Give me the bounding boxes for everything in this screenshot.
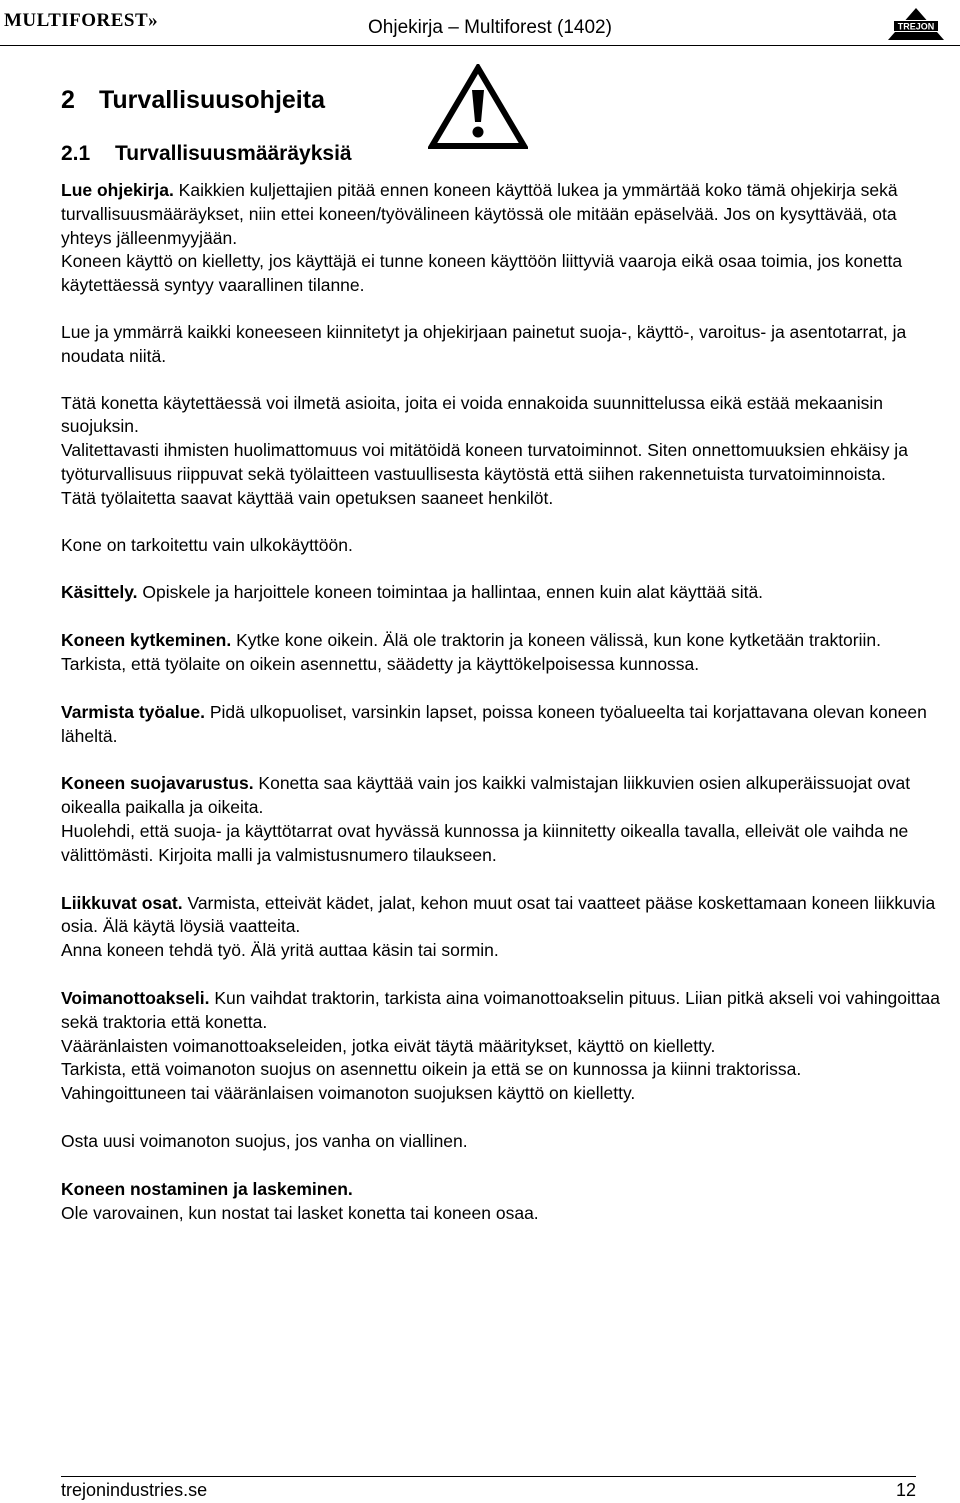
multiforest-logo: MULTIFOREST» — [4, 10, 159, 31]
paragraph-lead: Voimanottoakseli. — [61, 987, 210, 1008]
page-header — [0, 0, 960, 46]
paragraph-text: Kaikkien kuljettajien pitää ennen koneen käyttöä lukea ja ymmärtää koko tämä ohjekirja sekä turvallisuusmääräykset, niin ettei koneen/työvälineen käytössä ole mitään epäselvää. Jos on kysyttävää, ota yhteys jälleenmyyjään. — [61, 180, 898, 248]
paragraph-text: Kytke kone oikein. Älä ole traktorin ja koneen välissä, kun kone kytketään traktoriin. — [231, 630, 881, 651]
paragraph-text: Tarkista, että työlaite on oikein asennettu, säädetty ja käyttökelpoisessa kunnossa. — [61, 653, 700, 674]
paragraph-read-manual — [61, 179, 941, 250]
paragraph-text: Varmista, etteivät kädet, jalat, kehon muut osat tai vaatteet pääse koskettamaan koneen liikkuvia osia. Älä käytä löysiä vaatteita. — [61, 892, 936, 937]
document-title: Ohjekirja – Multiforest (1402) — [368, 17, 612, 38]
paragraph-text: Pidä ulkopuoliset, varsinkin lapset, poissa koneen työalueelta tai korjattavana olevan koneen läheltä. — [61, 701, 927, 746]
paragraph-pto-shaft — [61, 987, 941, 1035]
trejon-logo — [886, 6, 946, 42]
subsection-heading — [61, 142, 352, 166]
paragraph-moving-parts — [61, 892, 941, 940]
paragraph-text: Koneen käyttö on kielletty, jos käyttäjä ei tunne koneen käyttöön liittyviä vaaroja eikä osaa toimia, jos konetta käytettäessä syntyy vaarallinen tilanne. — [61, 251, 903, 296]
paragraph-lifting: Koneen nostaminen ja laskeminen. — [61, 1178, 353, 1199]
paragraph-guards — [61, 772, 941, 820]
paragraph-text: Konetta saa käyttää vain jos kaikki valmistajan liikkuvien osien alkuperäissuojat ovat oikealla paikalla ja oikeita. — [61, 773, 911, 818]
paragraph-lead: Koneen suojavarustus. — [61, 773, 254, 794]
paragraph-lead: Käsittely. — [61, 582, 138, 603]
paragraph-lead: Lue ohjekirja. — [61, 180, 174, 200]
header-divider — [0, 45, 960, 46]
warning-triangle-icon — [428, 64, 528, 150]
paragraph-text: Anna koneen tehdä työ. Älä yritä auttaa käsin tai sormin. — [61, 940, 499, 961]
paragraph-text: Opiskele ja harjoittele koneen toimintaa ja hallintaa, ennen kuin alat käyttää sitä. — [137, 582, 764, 603]
document-body — [61, 179, 941, 1225]
paragraph-text: Vääränlaisten voimanottoakseleiden, jotka eivät täytä määritykset, käyttö on kielletty. — [61, 1035, 716, 1056]
subsection-title: Turvallisuusmääräyksiä — [115, 142, 352, 165]
paragraph-coupling — [61, 629, 941, 653]
paragraph-work-area — [61, 701, 941, 749]
paragraph-lead: Koneen kytkeminen. — [61, 630, 232, 651]
section-number: 2 — [61, 86, 75, 114]
paragraph-lead: Varmista työalue. — [61, 701, 205, 722]
footer-website: trejonindustries.se — [61, 1480, 208, 1500]
footer-divider — [61, 1476, 916, 1477]
subsection-number: 2.1 — [61, 142, 91, 165]
paragraph-text: Huolehdi, että suoja- ja käyttötarrat ovat hyvässä kunnossa ja kiinnitetty oikealla tavalla, elleivät ole vaihda ne välittömästi. Kirjoita malli ja valmistusnumero tilaukseen. — [61, 820, 909, 865]
section-title: Turvallisuusohjeita — [99, 86, 325, 114]
paragraph-new-guard: Osta uusi voimanoton suojus, jos vanha on viallinen. — [61, 1130, 468, 1151]
paragraph-text: Kun vaihdat traktorin, tarkista aina voimanottoakselin pituus. Liian pitkä akseli voi vahingoittaa sekä traktoria että konetta. — [61, 987, 941, 1032]
paragraph-text: Valitettavasti ihmisten huolimattomuus voi mitätöidä koneen turvatoiminnot. Siten onnettomuuksien ehkäisy ja työturvallisuus riippuvat sekä työlaitteen vastuullisesta käytöstä että siihen rakennetuista turvatoiminnoista. — [61, 440, 908, 484]
paragraph-stickers: Lue ja ymmärrä kaikki koneeseen kiinnitetyt ja ohjekirjaan painetut suoja-, käyttö-, varoitus- ja asentotarrat, ja noudata niitä. — [61, 321, 907, 366]
paragraph-handling — [61, 581, 941, 605]
paragraph-text: Tarkista, että voimanoton suojus on asennettu oikein ja että se on kunnossa ja kiinni traktorissa. — [61, 1059, 802, 1080]
paragraph-lead: Liikkuvat osat. — [61, 892, 183, 913]
trejon-logo-text: TREJON — [897, 21, 935, 32]
page-number: 12 — [895, 1480, 916, 1500]
paragraph-text: Tätä konetta käytettäessä voi ilmetä asioita, joita ei voida ennakoida suunnittelussa eikä estää mekaanisin suojuksin. — [61, 392, 884, 437]
paragraph-outdoor-use: Kone on tarkoitettu vain ulkokäyttöön. — [61, 534, 353, 555]
section-heading — [61, 86, 325, 115]
paragraph-text: Ole varovainen, kun nostat tai lasket konetta tai koneen osaa. — [61, 1202, 539, 1223]
paragraph-text: Tätä työlaitetta saavat käyttää vain opetuksen saaneet henkilöt. — [61, 487, 554, 508]
page-footer — [0, 1476, 960, 1503]
paragraph-text: Vahingoittuneen tai vääränlaisen voimanoton suojuksen käyttö on kielletty. — [61, 1083, 636, 1104]
